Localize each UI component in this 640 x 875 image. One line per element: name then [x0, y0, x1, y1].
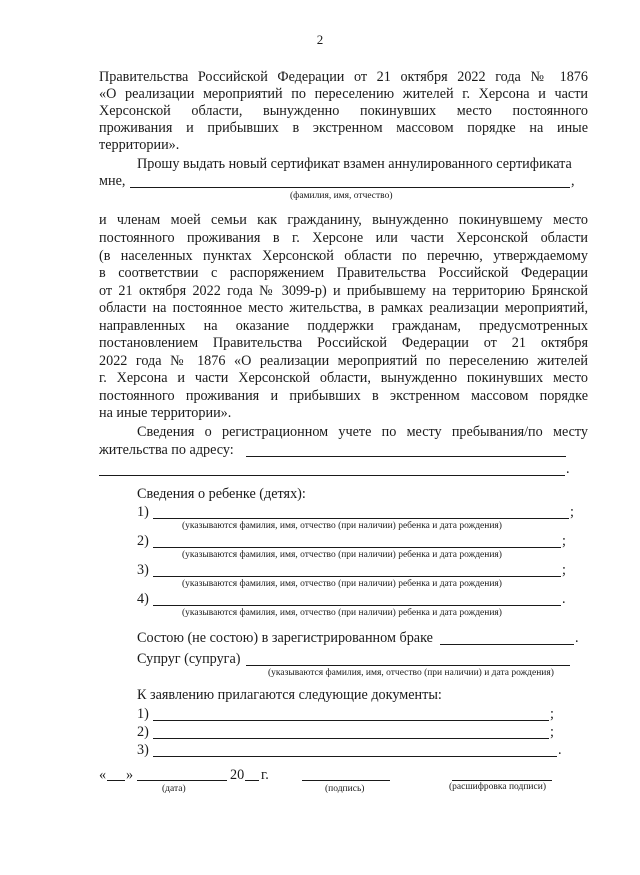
body-line: постоянного проживания в г. Херсоне или части Херсонской области	[99, 230, 588, 246]
marriage-end: .	[575, 630, 579, 646]
child-field[interactable]	[153, 591, 561, 606]
registration-text: Сведения о регистрационном учете по месту пребывания/по месту	[137, 424, 588, 440]
date-quote-open: «	[99, 767, 107, 783]
documents-heading: К заявлению прилагаются следующие документы:	[137, 687, 442, 703]
spouse-caption: (указываются фамилия, имя, отчество (при наличии) и дата рождения)	[268, 668, 554, 678]
child-end: ;	[562, 562, 566, 578]
child-caption: (указываются фамилия, имя, отчество (при наличии) ребенка и дата рождения)	[182, 521, 502, 531]
document-field[interactable]	[153, 724, 549, 739]
child-field[interactable]	[153, 562, 561, 577]
intro-line: Херсонской области, вынужденно покинувших место постоянного	[99, 103, 588, 119]
child-field[interactable]	[153, 533, 561, 548]
body-line: постановлением Правительства Российской Федерации от 21 октября	[99, 335, 588, 351]
signature-decoding-field[interactable]	[452, 767, 552, 781]
body-line: и членам моей семьи как гражданину, вынужденно покинувшему место	[99, 212, 588, 228]
spouse-field[interactable]	[246, 651, 570, 666]
request-prefix: мне,	[99, 173, 126, 189]
child-caption: (указываются фамилия, имя, отчество (при наличии) ребенка и дата рождения)	[182, 608, 502, 618]
date-caption: (дата)	[162, 784, 186, 794]
intro-line: территории».	[99, 137, 180, 153]
body-line: постоянного проживания и прибывших в экстренном массовом порядке	[99, 388, 588, 404]
registration-address-field-2[interactable]	[99, 461, 565, 476]
child-end: ;	[570, 504, 574, 520]
spouse-label: Супруг (супруга)	[137, 651, 241, 667]
child-number: 4)	[137, 591, 149, 607]
decoding-caption: (расшифровка подписи)	[449, 782, 546, 792]
date-quote-close: »	[126, 767, 134, 783]
request-suffix: ,	[571, 173, 575, 189]
intro-line: Правительства Российской Федерации от 21 октября 2022 года № 1876	[99, 69, 588, 85]
body-line: области на постоянное место жительства, в рамках реализации мероприятий,	[99, 300, 588, 316]
document-field[interactable]	[153, 742, 557, 757]
body-line: г. Херсона и части Херсонской области, вынужденно покинувших место	[99, 370, 588, 386]
body-line: в соответствии с распоряжением Правительства Российской Федерации	[99, 265, 588, 281]
applicant-caption: (фамилия, имя, отчество)	[290, 191, 393, 201]
child-number: 3)	[137, 562, 149, 578]
child-number: 1)	[137, 504, 149, 520]
marriage-field[interactable]	[440, 630, 574, 645]
child-end: .	[562, 591, 566, 607]
document-end: ;	[550, 724, 554, 740]
marriage-label: Состою (не состою) в зарегистрированном браке	[137, 630, 433, 646]
document-end: .	[558, 742, 562, 758]
document-field[interactable]	[153, 706, 549, 721]
date-year-field[interactable]	[245, 767, 259, 781]
signature-field[interactable]	[302, 767, 390, 781]
applicant-name-field[interactable]	[130, 173, 570, 188]
document-number: 1)	[137, 706, 149, 722]
date-year-prefix: 20	[230, 767, 245, 783]
registration-prefix: жительства по адресу:	[99, 442, 234, 458]
document-number: 2)	[137, 724, 149, 740]
date-year-suffix: г.	[261, 767, 269, 783]
intro-line: «О реализации мероприятий по переселению жителей г. Херсона и части	[99, 86, 588, 102]
date-day-field[interactable]	[107, 767, 125, 781]
child-number: 2)	[137, 533, 149, 549]
body-line: (в населенных пунктах Херсонской области по перечню, утверждаемому	[99, 248, 588, 264]
intro-line: проживания и прибывших в экстренном массовом порядке на иные	[99, 120, 588, 136]
request-text: Прошу выдать новый сертификат взамен аннулированного сертификата	[137, 156, 572, 172]
signature-caption: (подпись)	[325, 784, 365, 794]
date-month-field[interactable]	[137, 767, 227, 781]
child-caption: (указываются фамилия, имя, отчество (при наличии) ребенка и дата рождения)	[182, 550, 502, 560]
body-line: на иные территории».	[99, 405, 232, 421]
registration-end: .	[566, 461, 570, 477]
document-number: 3)	[137, 742, 149, 758]
children-heading: Сведения о ребенке (детях):	[137, 486, 306, 502]
document-end: ;	[550, 706, 554, 722]
child-caption: (указываются фамилия, имя, отчество (при наличии) ребенка и дата рождения)	[182, 579, 502, 589]
body-line: от 21 октября 2022 года № 3099-р) и прибывшему на территорию Брянской	[99, 283, 588, 299]
registration-address-field[interactable]	[246, 442, 566, 457]
body-line: 2022 года № 1876 «О реализации мероприятий по переселению жителей	[99, 353, 588, 369]
body-line: направленных на оказание поддержки гражданам, предусмотренных	[99, 318, 588, 334]
page-number: 2	[316, 32, 324, 47]
child-end: ;	[562, 533, 566, 549]
child-field[interactable]	[153, 504, 569, 519]
